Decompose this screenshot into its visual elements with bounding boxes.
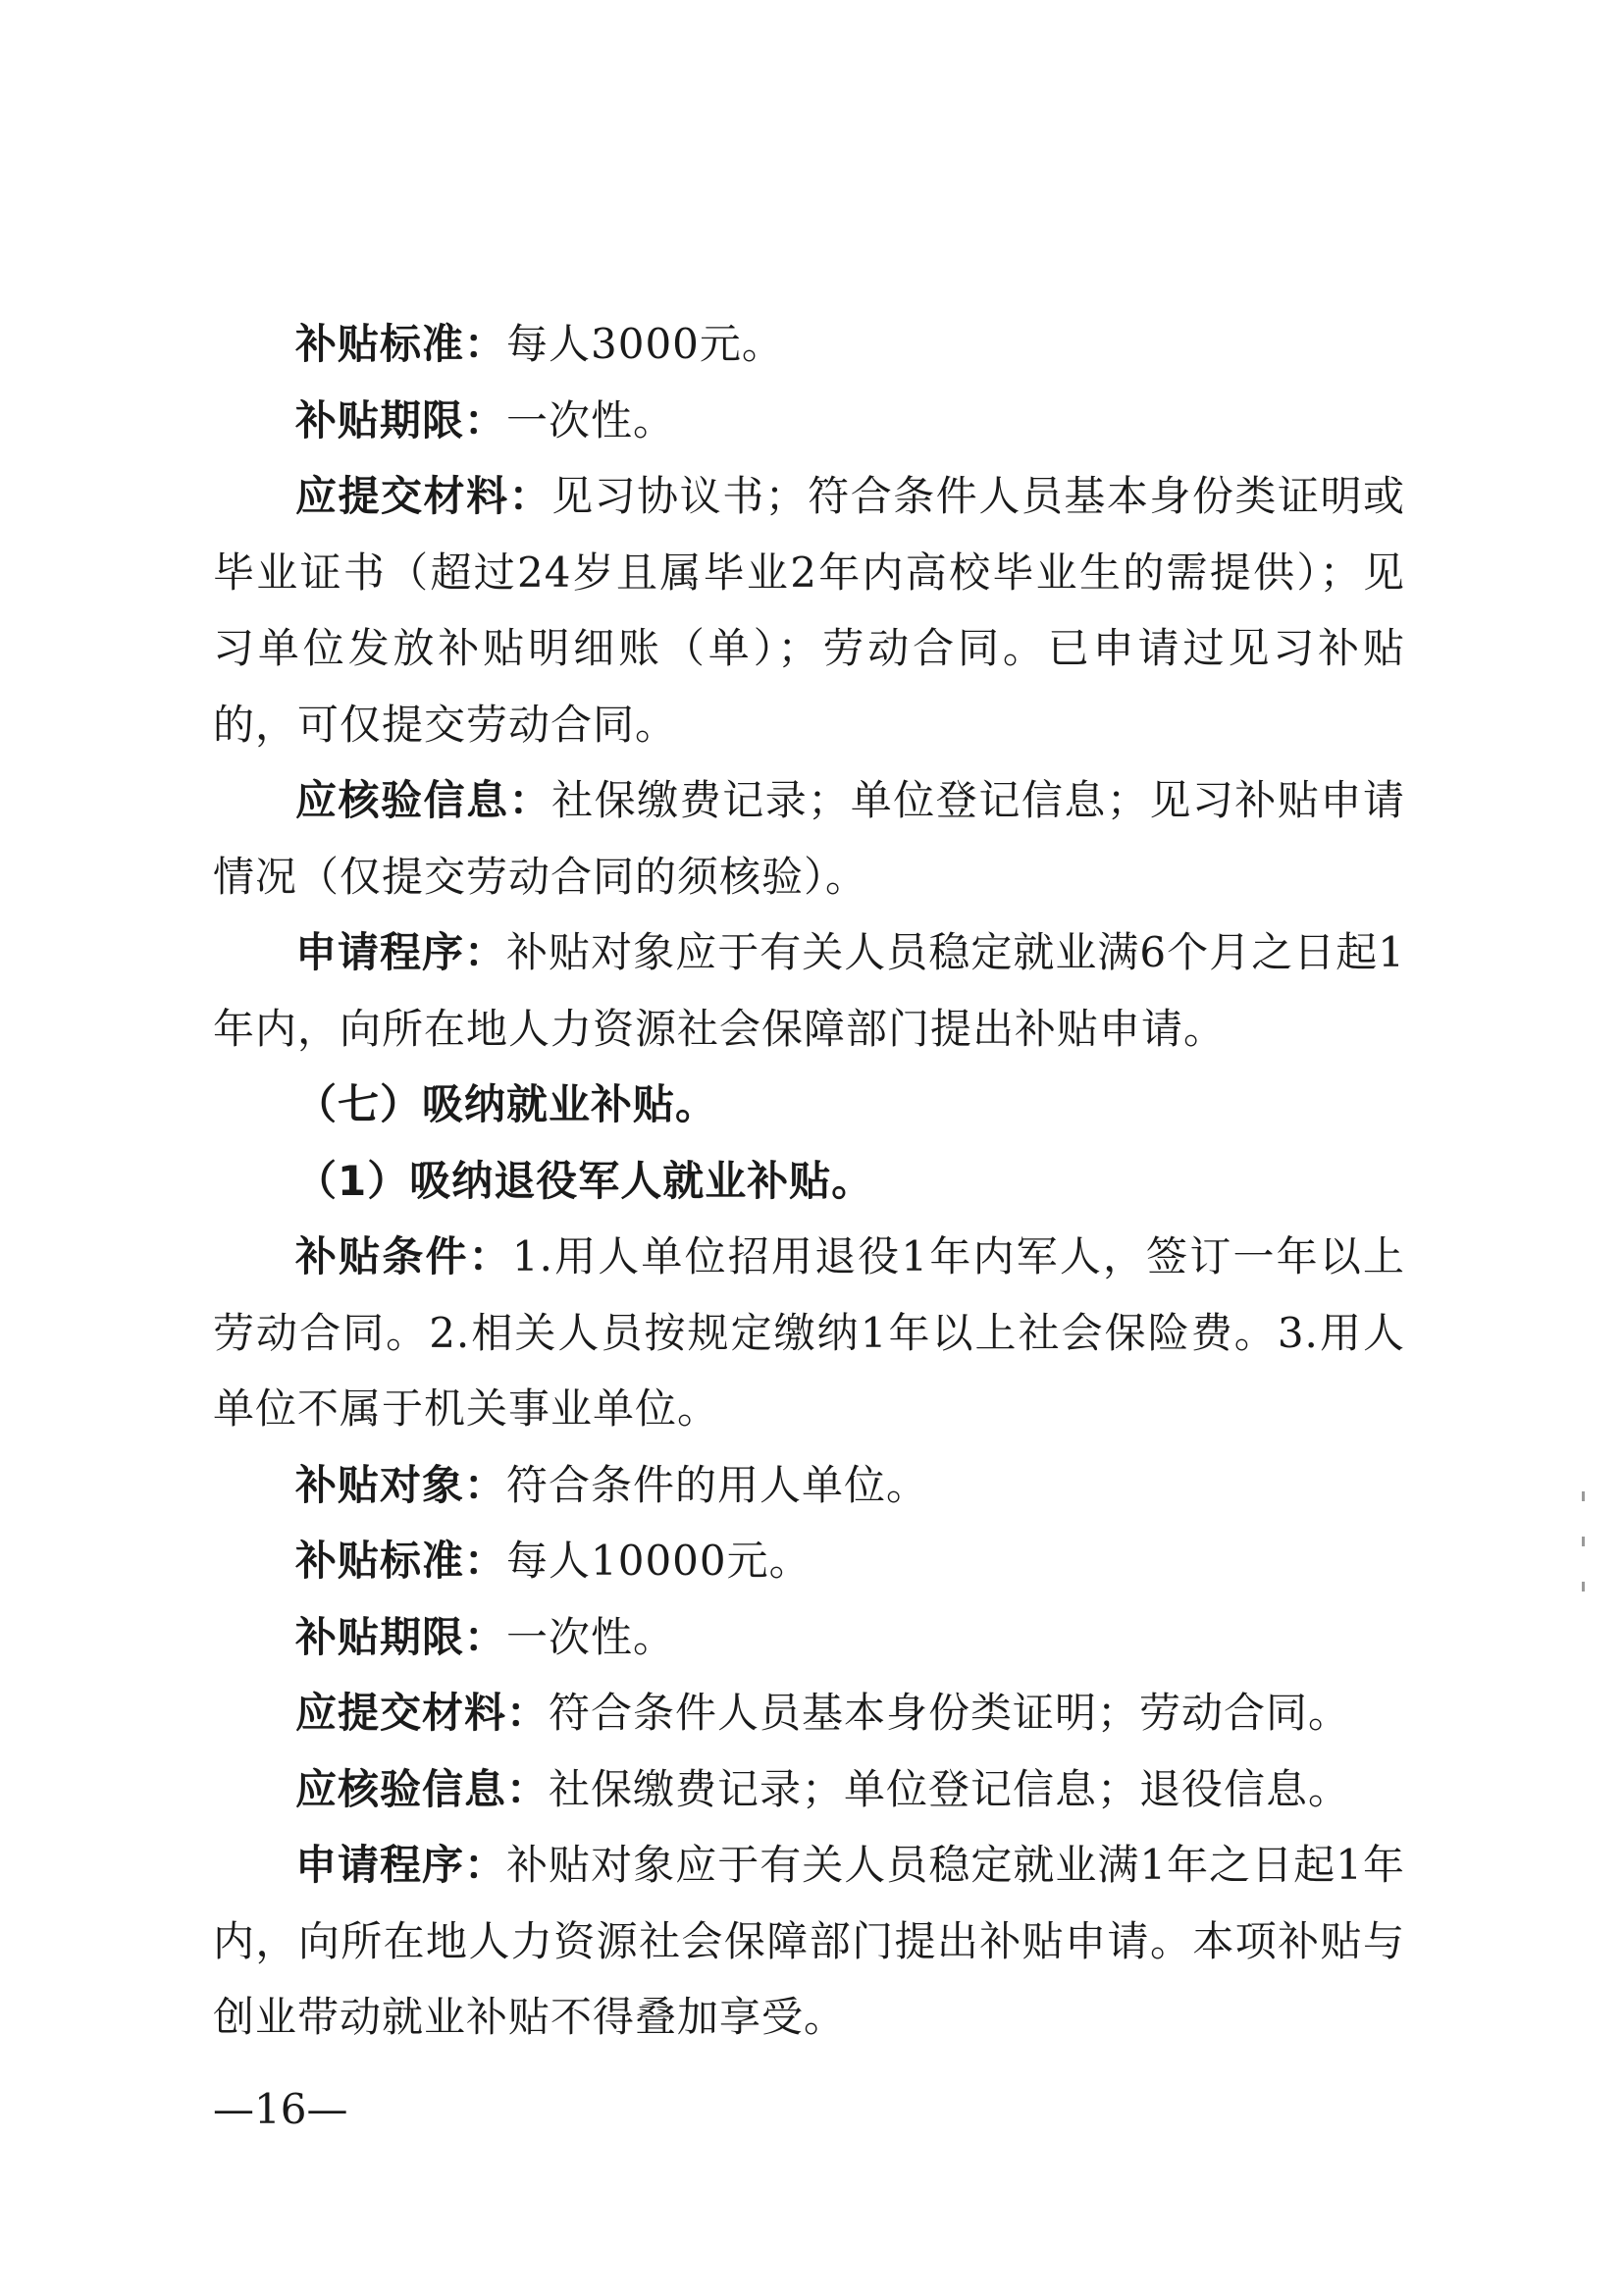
field-label: 补贴条件：	[295, 1232, 512, 1280]
field-text: 每人3000元。	[506, 320, 784, 368]
field-label: 补贴期限：	[295, 1612, 507, 1661]
field-text: 1.用人单位招用退役1年内军人，签订一年以上劳动合同。2.相关人员按规定缴纳1年以上社会保险费。3.用人单位不属于机关事业单位。	[213, 1232, 1405, 1433]
paragraph-verification-info	[213, 1751, 1405, 1828]
field-label: 应提交材料：	[295, 1689, 550, 1737]
field-label: 补贴对象：	[295, 1460, 507, 1509]
scan-speck	[1582, 1537, 1585, 1546]
paragraph-subsidy-standard	[213, 1523, 1405, 1599]
field-text: 见习协议书；符合条件人员基本身份类证明或毕业证书（超过24岁且属毕业2年内高校毕业生的需提供）；见习单位发放补贴明细账（单）；劳动合同。已申请过见习补贴的，可仅提交劳动合同。	[213, 472, 1405, 749]
paragraph-subsidy-period	[213, 1599, 1405, 1676]
paragraph-verification-info	[213, 762, 1405, 914]
field-text: 符合条件的用人单位。	[506, 1460, 929, 1509]
paragraph-subsidy-conditions	[213, 1219, 1405, 1447]
paragraph-application-procedure	[213, 914, 1405, 1067]
field-text: 一次性。	[506, 1612, 676, 1661]
paragraph-required-materials	[213, 1675, 1405, 1751]
paragraph-subsidy-standard	[213, 306, 1405, 383]
field-label: 申请程序：	[295, 1841, 507, 1889]
field-text: 一次性。	[506, 395, 676, 444]
document-body	[213, 306, 1405, 2056]
page-number: —16—	[213, 2085, 348, 2133]
field-label: 补贴标准：	[295, 1537, 507, 1585]
field-label: 补贴期限：	[295, 395, 507, 444]
paragraph-application-procedure	[213, 1827, 1405, 2056]
field-label: 应提交材料：	[295, 472, 552, 520]
field-text: 符合条件人员基本身份类证明；劳动合同。	[549, 1689, 1351, 1737]
paragraph-subsidy-period	[213, 383, 1405, 459]
field-text: 社保缴费记录；单位登记信息；退役信息。	[549, 1764, 1351, 1813]
paragraph-subsidy-target	[213, 1447, 1405, 1524]
field-label: 应核验信息：	[295, 1764, 550, 1813]
scan-speck	[1582, 1582, 1585, 1592]
scan-speck	[1582, 1491, 1585, 1501]
field-text: 每人10000元。	[506, 1537, 812, 1585]
field-text: 补贴对象应于有关人员稳定就业满1年之日起1年内，向所在地人力资源社会保障部门提出补贴申请。本项补贴与创业带动就业补贴不得叠加享受。	[213, 1841, 1405, 2041]
field-text: 社保缴费记录；单位登记信息；见习补贴申请情况（仅提交劳动合同的须核验）。	[213, 776, 1405, 901]
paragraph-required-materials	[213, 458, 1405, 762]
subsection-heading: （1）吸纳退役军人就业补贴。	[295, 1156, 874, 1205]
section-heading: （七）吸纳就业补贴。	[295, 1080, 718, 1128]
field-label: 申请程序：	[295, 928, 507, 976]
field-label: 应核验信息：	[295, 776, 552, 824]
field-label: 补贴标准：	[295, 320, 507, 368]
field-text: 补贴对象应于有关人员稳定就业满6个月之日起1年内，向所在地人力资源社会保障部门提出补贴申请。	[213, 928, 1405, 1053]
